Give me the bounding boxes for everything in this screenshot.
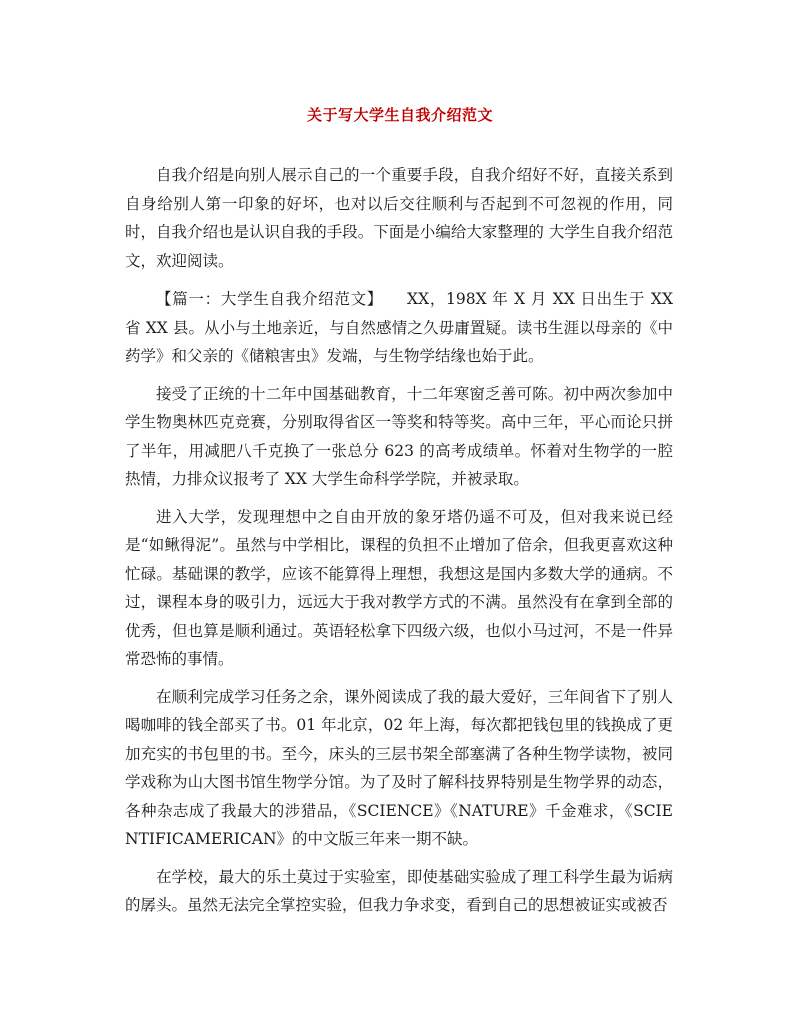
document-body (125, 161, 673, 929)
paragraph-5: 在学校，最大的乐土莫过于实验室，即使基础实验成了理工科学生最为诟病的孱头。虽然无法完全掌控实验，但我力争求变，看到自己的思想被证实或被否 (125, 867, 673, 914)
paragraph-1 (125, 285, 673, 371)
paragraph-4: 在顺利完成学习任务之余，课外阅读成了我的最大爱好，三年间省下了别人喝咖啡的钱全部买了书。01 年北京，02 年上海，每次都把钱包里的钱换成了更加充实的书包里的书。至今，床头的三层书架全部塞满了各种生物学读物，被同学戏称为山大图书馆生物学分馆。为了及时了解科技界特别是生物学界的动态，各种杂志成了我最大的涉猎品，《SCIENCE》《NATURE》千金难求，《SCIENTIFICAMERICAN》的中文版三年来一期不缺。 (125, 687, 673, 848)
document-title: 关于写大学生自我介绍范文 (306, 106, 493, 124)
section-heading: 【篇一：大学生自我介绍范文】 (156, 290, 384, 308)
paragraph-2: 接受了正统的十二年中国基础教育，十二年寒窗乏善可陈。初中两次参加中学生物奥林匹克竞赛，分别取得省区一等奖和特等奖。高中三年，平心而论只拼了半年，用减肥八千克换了一张总分 623 的高考成绩单。怀着对生物学的一腔热情，力排众议报考了 XX 大学生命科学学院，并被录取。 (125, 384, 673, 488)
intro-paragraph: 自我介绍是向别人展示自己的一个重要手段，自我介绍好不好，直接关系到自身给别人第一印象的好坏，也对以后交往顺利与否起到不可忽视的作用，同时，自我介绍也是认识自我的手段。下面是小编给大家整理的 大学生自我介绍范文，欢迎阅读。 (125, 166, 673, 270)
paragraph-3: 进入大学，发现理想中之自由开放的象牙塔仍遥不可及，但对我来说已经是“如鳅得泥”。虽然与中学相比，课程的负担不止增加了倍余，但我更喜欢这种忙碌。基础课的教学，应该不能算得上理想，我想这是国内多数大学的通病。不过，课程本身的吸引力，远远大于我对教学方式的不满。虽然没有在拿到全部的优秀，但也算是顺利通过。英语轻松拿下四级六级，也似小马过河，不是一件异常恐怖的事情。 (125, 507, 673, 668)
paragraph-1-text: XX，198X 年 X 月 XX 日出生于 XX 省 XX 县。从小与土地亲近，与自然感情之久毋庸置疑。读书生涯以母亲的《中药学》和父亲的《储粮害虫》发端，与生物学结缘也始于此。 (125, 290, 673, 365)
